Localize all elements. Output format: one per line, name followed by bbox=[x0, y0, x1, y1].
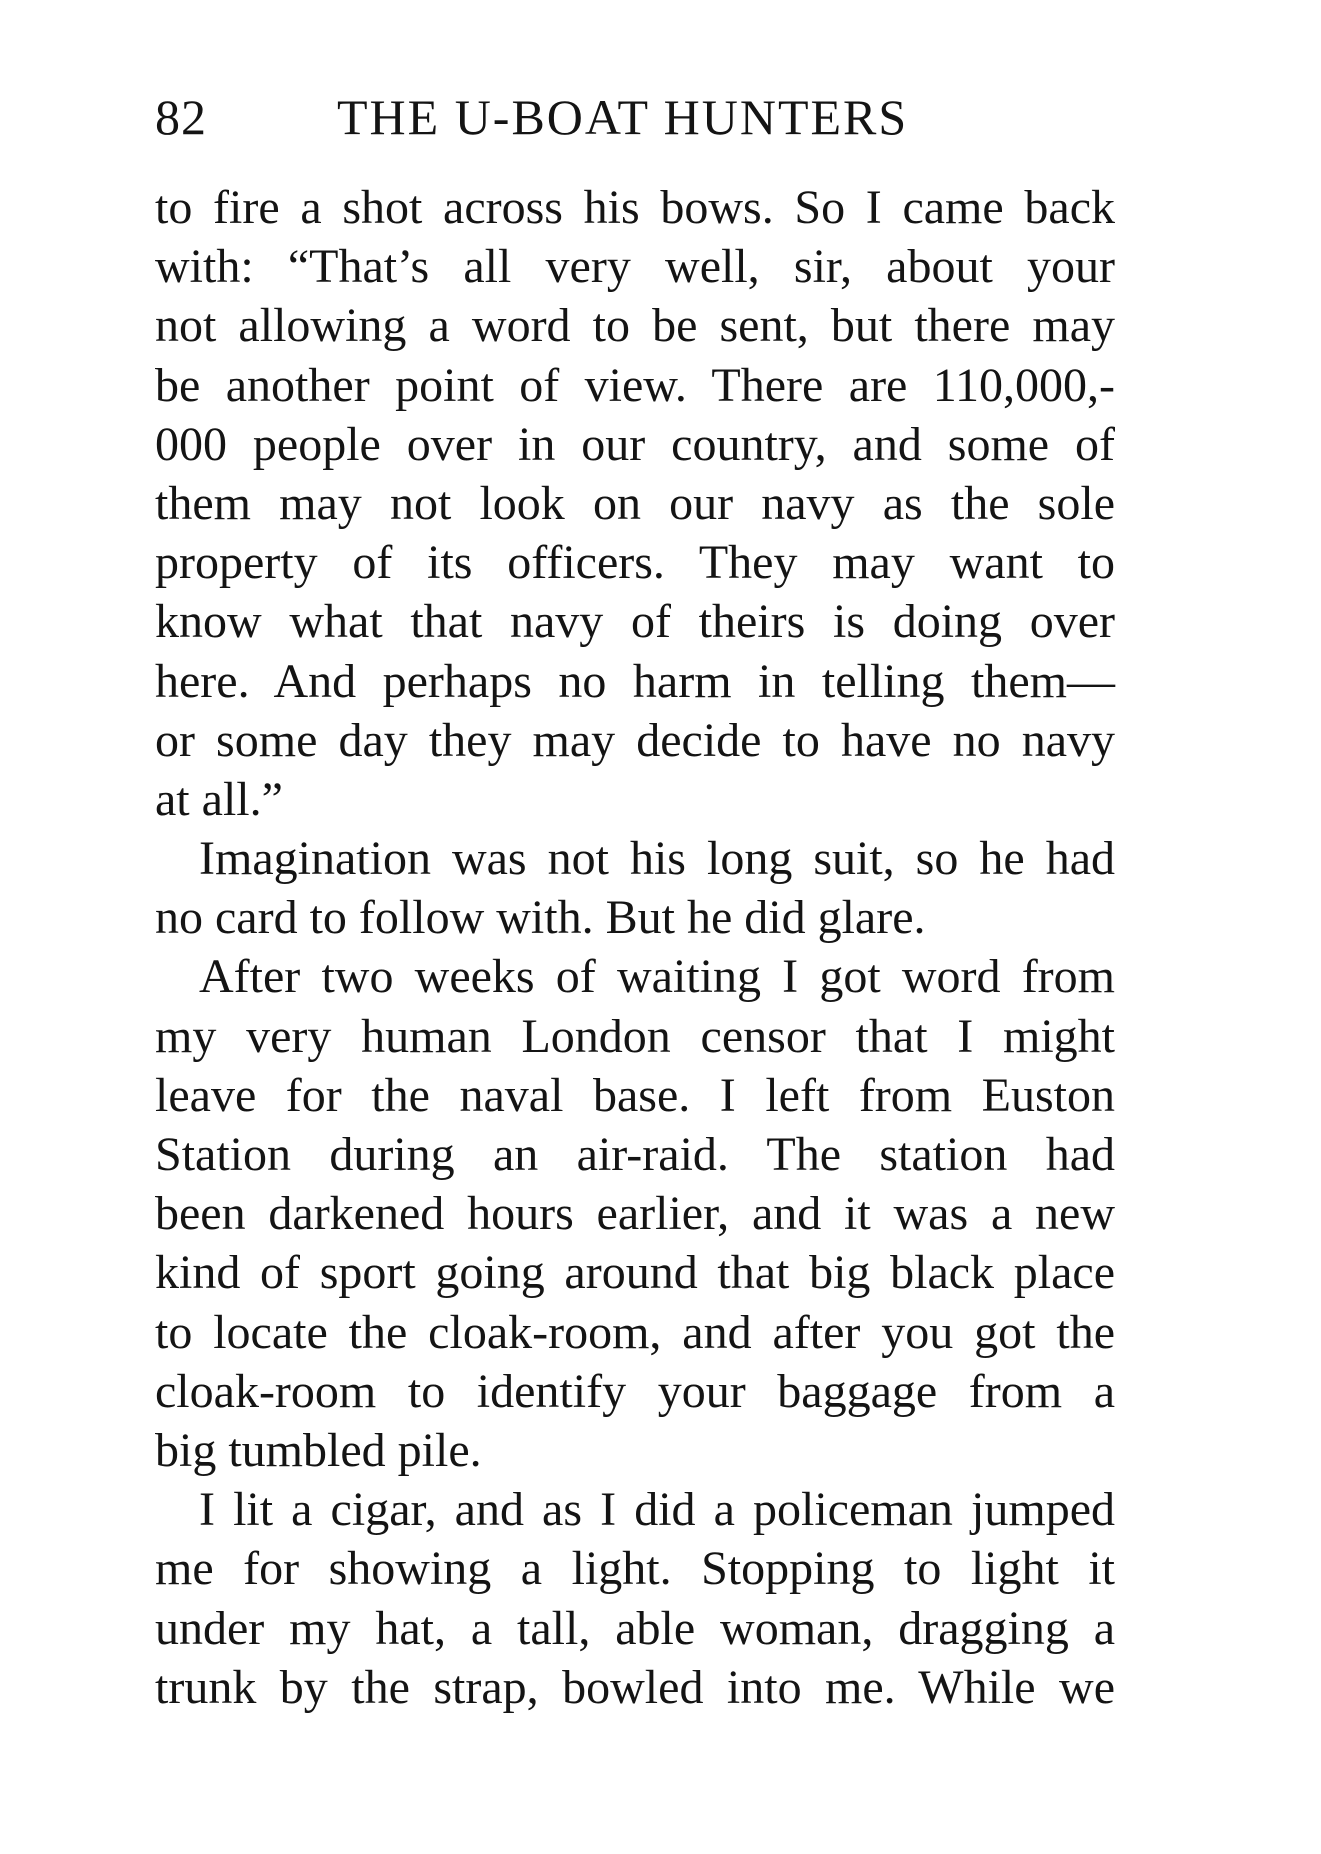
text-line: to locate the cloak-room, and after you got the bbox=[155, 1305, 1115, 1359]
text-line: my very human London censor that I might bbox=[155, 1009, 1115, 1063]
text-line: Imagination was not his long suit, so he had bbox=[199, 832, 1115, 886]
text-line: know what that navy of theirs is doing over bbox=[155, 595, 1115, 649]
text-line: me for showing a light. Stopping to light it bbox=[155, 1542, 1115, 1596]
text-line: kind of sport going around that big black place bbox=[155, 1246, 1115, 1300]
text-line: trunk by the strap, bowled into me. While we bbox=[155, 1660, 1115, 1714]
text-line: been darkened hours earlier, and it was a new bbox=[155, 1187, 1115, 1241]
text-line: at all.” bbox=[155, 772, 283, 826]
text-line: with: “That’s all very well, sir, about your bbox=[155, 240, 1115, 294]
text-line: 000 people over in our country, and some of bbox=[155, 417, 1115, 471]
body-text bbox=[155, 178, 1115, 1717]
text-line: here. And perhaps no harm in telling them— bbox=[155, 654, 1115, 708]
running-title: THE U-BOAT HUNTERS bbox=[337, 89, 909, 145]
text-line: leave for the naval base. I left from Euston bbox=[155, 1068, 1115, 1122]
text-line: under my hat, a tall, able woman, dragging a bbox=[155, 1601, 1115, 1655]
text-line: Station during an air-raid. The station had bbox=[155, 1128, 1115, 1181]
running-head bbox=[155, 82, 1115, 152]
text-line: big tumbled pile. bbox=[155, 1423, 482, 1477]
text-line: property of its officers. They may want to bbox=[155, 536, 1115, 590]
text-line: After two weeks of waiting I got word from bbox=[199, 950, 1115, 1004]
page-number: 82 bbox=[155, 89, 207, 145]
text-line: not allowing a word to be sent, but there may bbox=[155, 299, 1115, 353]
text-line: cloak-room to identify your baggage from a bbox=[155, 1364, 1115, 1418]
text-line: to fire a shot across his bows. So I came back bbox=[155, 181, 1115, 234]
text-line: or some day they may decide to have no navy bbox=[155, 713, 1115, 767]
text-line: them may not look on our navy as the sole bbox=[155, 476, 1115, 530]
text-line: be another point of view. There are 110,000,- bbox=[155, 358, 1115, 412]
text-line: I lit a cigar, and as I did a policeman jumped bbox=[199, 1483, 1115, 1537]
text-line: no card to follow with. But he did glare. bbox=[155, 891, 926, 945]
